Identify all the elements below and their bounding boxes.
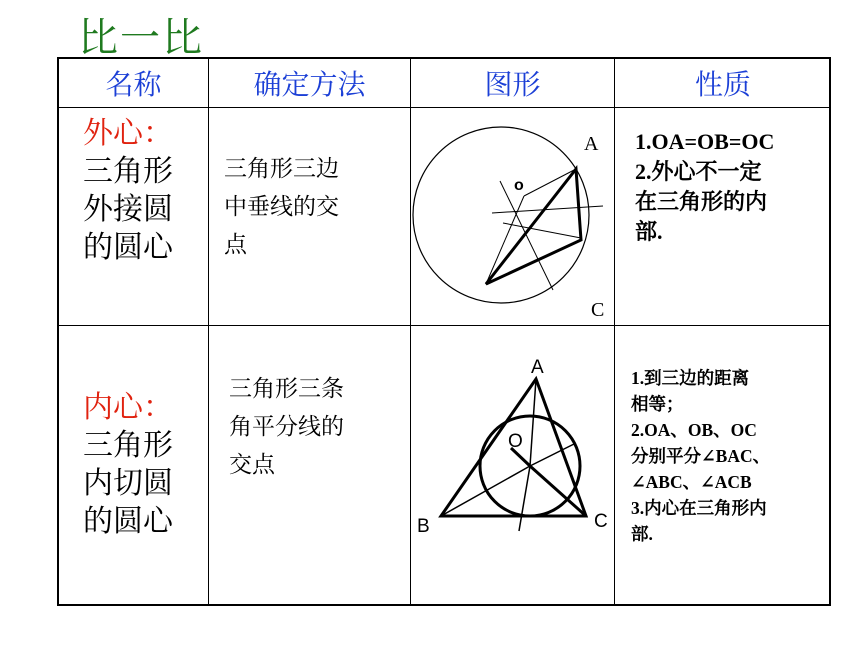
- vertex-label-c: C: [594, 511, 608, 532]
- property-line: 3.内心在三角形内: [631, 498, 767, 518]
- row-incenter-property: [631, 365, 770, 547]
- segment-oa: [524, 169, 576, 196]
- name-line: 三角形: [83, 154, 173, 189]
- bisector-a-extension: [519, 466, 530, 531]
- center-label-o: o: [514, 177, 524, 194]
- row-incenter-name: [83, 389, 173, 541]
- comparison-table: [57, 57, 831, 606]
- method-line: 点: [224, 232, 247, 258]
- column-divider: [208, 59, 209, 604]
- method-line: 三角形三条: [229, 376, 344, 402]
- row-circumcenter-name: [83, 115, 173, 267]
- method-line: 角平分线的: [229, 414, 344, 440]
- incenter-label: 内心：: [83, 390, 173, 425]
- vertex-label-b: B: [417, 516, 430, 537]
- property-line: 部.: [635, 219, 663, 244]
- segment-ob: [486, 196, 524, 284]
- property-line: 1.OA=OB=OC: [635, 129, 775, 154]
- name-line: 外接圆: [83, 192, 173, 227]
- center-label-o: O: [508, 431, 523, 452]
- property-line: 2.外心不一定: [635, 159, 762, 184]
- property-line: 1.到三边的距离: [631, 368, 750, 388]
- vertex-label-a: A: [584, 133, 599, 155]
- header-property: 性质: [694, 68, 751, 101]
- vertex-label-a: A: [531, 357, 544, 378]
- name-line: 内切圆: [83, 466, 173, 501]
- method-line: 交点: [229, 452, 275, 478]
- bisector-a: [530, 379, 536, 466]
- incircle-figure: [411, 326, 614, 606]
- header-figure: 图形: [484, 68, 541, 101]
- bisector-b: [441, 466, 530, 516]
- property-line: 相等；: [631, 394, 684, 414]
- property-line: 2.OA、OB、OC: [631, 420, 757, 440]
- method-line: 三角形三边: [224, 156, 339, 182]
- header-name: 名称: [105, 68, 162, 101]
- name-line: 的圆心: [83, 504, 173, 539]
- row-circumcenter-property: [635, 127, 774, 247]
- vertex-label-c: C: [591, 299, 605, 321]
- column-divider: [614, 59, 615, 604]
- property-line: 部.: [631, 524, 653, 544]
- row-circumcenter-method: [224, 150, 339, 264]
- name-line: 三角形: [83, 428, 173, 463]
- name-line: 的圆心: [83, 230, 173, 265]
- circumcircle-figure: [411, 108, 614, 325]
- perpendicular-bisector: [503, 223, 581, 238]
- row-incenter-method: [229, 370, 344, 484]
- page-title: 比一比: [78, 15, 204, 61]
- method-line: 中垂线的交: [224, 194, 339, 220]
- property-line: 分别平分∠BAC、: [631, 446, 771, 466]
- circumcenter-label: 外心：: [83, 116, 173, 151]
- property-line: ∠ABC、∠ACB: [631, 472, 752, 492]
- header-method: 确定方法: [253, 68, 366, 101]
- triangle-abc: [486, 169, 581, 284]
- property-line: 在三角形的内: [635, 189, 768, 214]
